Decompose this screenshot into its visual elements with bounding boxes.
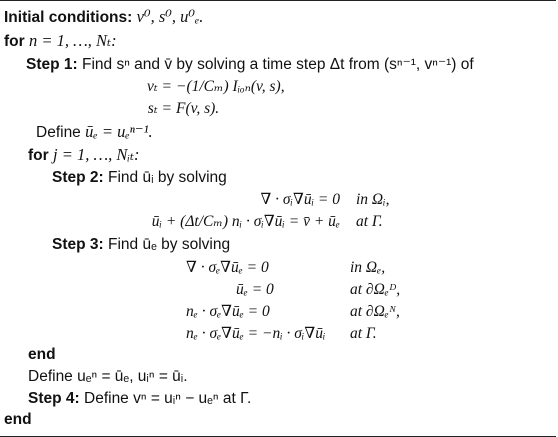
outer-for-keyword: for [4,33,25,50]
inner-loop-end: end [28,346,56,363]
initial-conditions-line [4,7,203,28]
eq-s-lhs: sₜ = [147,100,172,117]
eq-v-rhs: −(1/Cₘ) Iᵢₒₙ(v, s), [176,78,285,95]
step2-line [52,168,227,188]
step2-label: Step 2: [52,169,104,186]
inner-for-range: j = 1, …, Nᵢₜ: [52,145,140,164]
inner-for-keyword: for [28,147,49,164]
step1-line [26,55,474,75]
eq3b-domain: at ∂Ωₑᴰ, [350,281,401,298]
eq-s-rhs: F(v, s). [176,100,220,117]
step3-line [52,235,230,255]
define-ue-prefix: Define [36,124,81,141]
step1-label: Step 1: [26,56,78,73]
eq3a-domain: in Ωₑ, [350,259,386,276]
eq2b-domain: at Γ. [356,213,383,230]
inner-loop-header [28,145,140,166]
outer-for-range: n = 1, …, Nₜ: [28,31,117,50]
eq2a-lhs: ∇ · σᵢ∇ūᵢ = 0 [260,191,340,208]
eq3a-lhs: ∇ · σₑ∇ūₑ = 0 [186,259,269,276]
eq3c-domain: at ∂Ωₑᴺ, [350,303,400,320]
eq3c-lhs: nₑ · σₑ∇ūₑ = 0 [186,303,270,320]
step1-text: Find sⁿ and v̄ by solving a time step Δt from (sⁿ⁻¹, vⁿ⁻¹) of [82,56,474,73]
step3-label: Step 3: [52,236,104,253]
step4-label: Step 4: [28,390,80,407]
eq3b-lhs: ūₑ = 0 [236,281,274,298]
initial-conditions-label: Initial conditions: [4,9,133,26]
initial-conditions-vars: v⁰, s⁰, u⁰ₑ. [136,7,204,26]
define-final-line: Define uₑⁿ = ūₑ, uᵢⁿ = ūᵢ. [28,368,188,385]
define-ue-equation: ūₑ = uₑⁿ⁻¹. [85,122,153,141]
step3-text: Find ūₑ by solving [108,236,231,253]
step2-text: Find ūᵢ by solving [108,169,227,186]
eq3d-lhs: nₑ · σₑ∇ūₑ = −nᵢ · σᵢ∇ūᵢ [186,325,326,342]
eq3d-domain: at Γ. [350,325,377,342]
outer-loop-header [4,31,117,52]
outer-loop-end: end [4,411,32,428]
eq2b-lhs: ūᵢ + (Δt/Cₘ) nᵢ · σᵢ∇ūᵢ = v̄ + ūₑ [151,213,340,230]
define-ue-line [36,122,153,143]
eq2a-domain: in Ωᵢ, [356,191,390,208]
step4-line [28,389,251,409]
eq-v-lhs: vₜ = [146,78,172,95]
step4-text: Define vⁿ = uᵢⁿ − uₑⁿ at Γ. [84,390,252,407]
